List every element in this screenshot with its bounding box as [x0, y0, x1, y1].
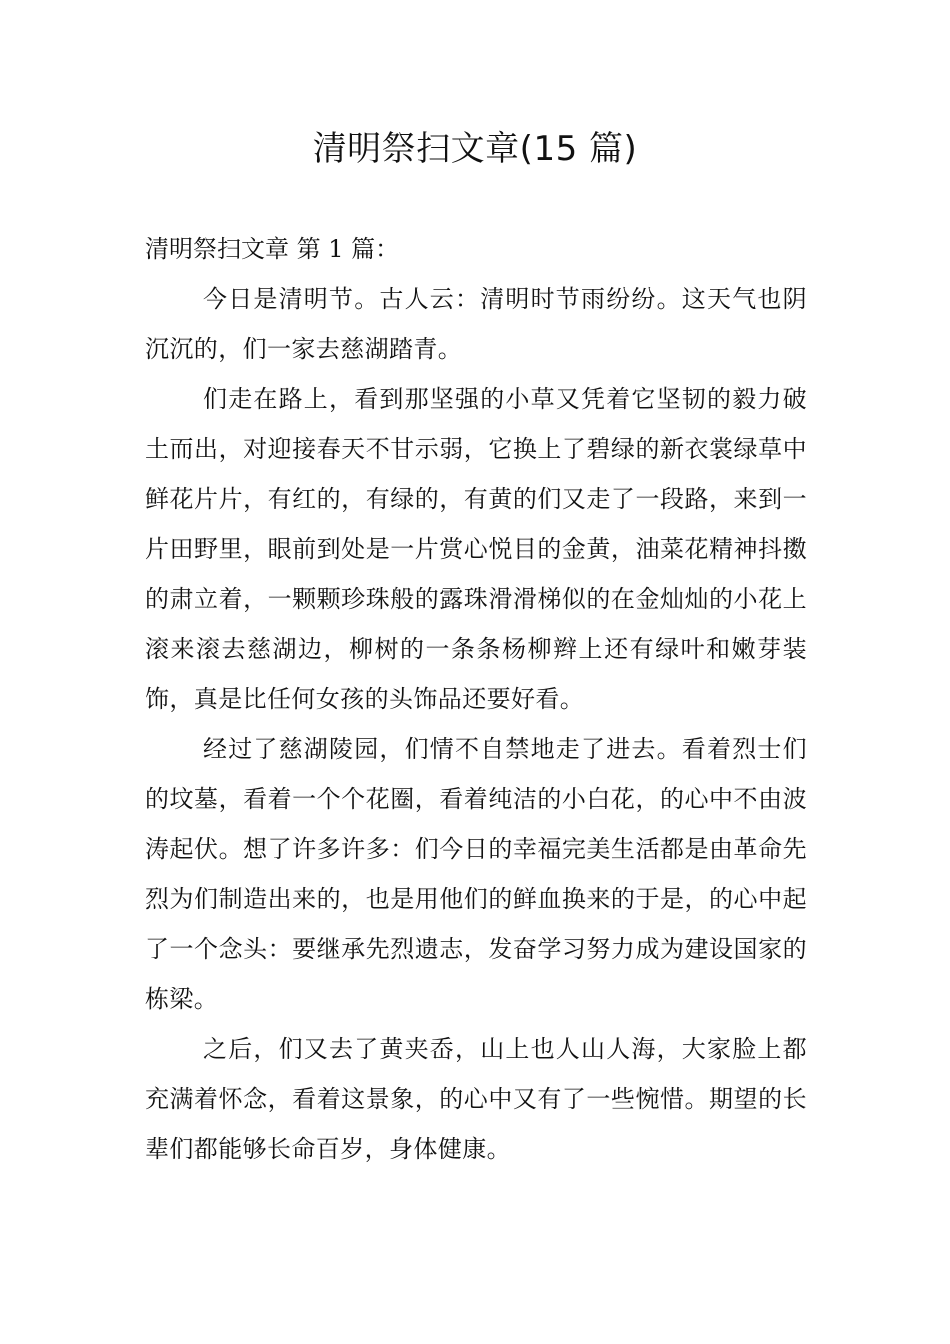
document-title: 清明祭扫文章(15 篇)	[312, 129, 638, 169]
paragraph-1: 今日是清明节。古人云：清明时节雨纷纷。这天气也阴沉沉的，们一家去慈湖踏青。	[145, 285, 807, 363]
paragraph-4: 之后，们又去了黄夹岙，山上也人山人海，大家脸上都充满着怀念，看着这景象，的心中又有了一些惋惜。期望的长辈们都能够长命百岁，身体健康。	[145, 1035, 807, 1163]
section-heading: 清明祭扫文章 第 1 篇：	[145, 235, 400, 263]
document-body	[145, 224, 807, 1174]
paragraph-2: 们走在路上，看到那坚强的小草又凭着它坚韧的毅力破土而出，对迎接春天不甘示弱，它换上了碧绿的新衣裳绿草中鲜花片片，有红的，有绿的，有黄的们又走了一段路，来到一片田野里，眼前到处是一片赏心悦目的金黄，油菜花精神抖擞的肃立着，一颗颗珍珠般的露珠滑滑梯似的在金灿灿的小花上滚来滚去慈湖边，柳树的一条条杨柳辫上还有绿叶和嫩芽装饰，真是比任何女孩的头饰品还要好看。	[145, 385, 807, 713]
paragraph-3: 经过了慈湖陵园，们情不自禁地走了进去。看着烈士们的坟墓，看着一个个花圈，看着纯洁的小白花，的心中不由波涛起伏。想了许多许多：们今日的幸福完美生活都是由革命先烈为们制造出来的，也是用他们的鲜血换来的于是，的心中起了一个念头：要继承先烈遗志，发奋学习努力成为建设国家的栋梁。	[145, 735, 807, 1013]
